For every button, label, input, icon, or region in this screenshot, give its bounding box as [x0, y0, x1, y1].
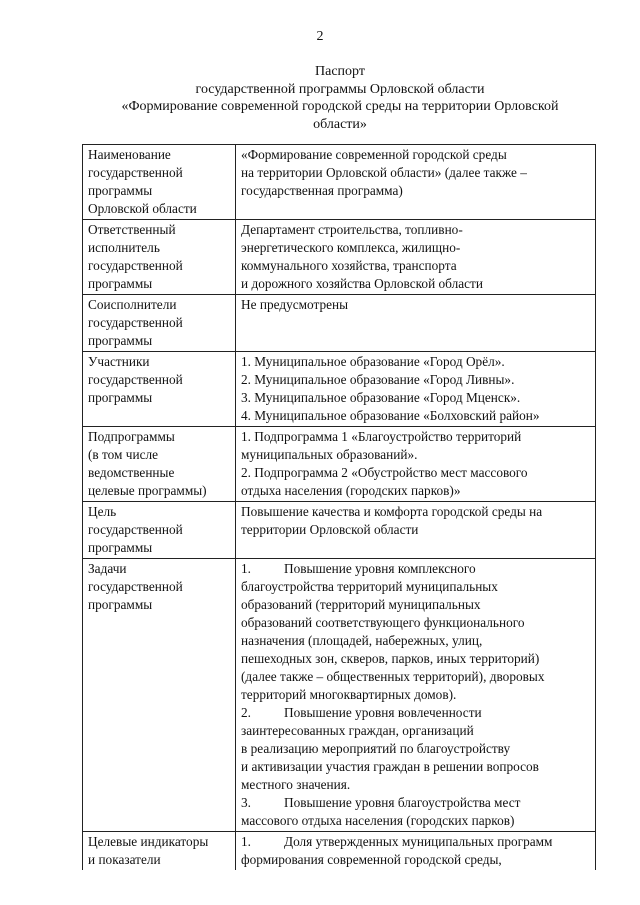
cell-line: государственной: [88, 315, 183, 330]
cell-line: «Формирование современной городской среды: [241, 147, 507, 162]
cell-line: Повышение качества и комфорта городской среды на: [241, 504, 543, 519]
table-row: [83, 502, 596, 559]
cell-line: государственной: [88, 258, 183, 273]
cell-line: 2. Подпрограмма 2 «Обустройство мест массового: [241, 465, 528, 480]
cell-line: программы: [88, 390, 153, 405]
row-value-cell: [236, 427, 596, 502]
cell-line: Орловской области: [88, 201, 197, 216]
passport-table: [82, 144, 596, 870]
row-value-cell: [236, 559, 596, 832]
cell-line: (далее также – общественных территорий), дворовых: [241, 669, 545, 684]
table-row: [83, 220, 596, 295]
cell-line: Не предусмотрены: [241, 297, 349, 312]
cell-line: государственной: [88, 522, 183, 537]
cell-line: Департамент строительства, топливно-: [241, 222, 463, 237]
row-label-cell: [83, 145, 236, 220]
cell-line: массового отдыха населения (городских парков): [241, 813, 515, 828]
cell-line: целевые программы): [88, 483, 207, 498]
task-text: Повышение уровня комплексного: [284, 561, 476, 576]
indicator-number: 1.: [241, 834, 251, 849]
cell-line: программы: [88, 276, 153, 291]
cell-line: муниципальных образований».: [241, 447, 418, 462]
cell-line: Задачи: [88, 561, 127, 576]
cell-line: Подпрограммы: [88, 429, 175, 444]
table-row-indicators: [83, 832, 596, 871]
cell-line: энергетического комплекса, жилищно-: [241, 240, 461, 255]
row-label-cell: [83, 427, 236, 502]
page-number: 2: [316, 29, 324, 44]
cell-line: местного значения.: [241, 777, 351, 792]
task-text: Повышение уровня благоустройства мест: [284, 795, 521, 810]
task-item: [241, 794, 591, 812]
cell-line: коммунального хозяйства, транспорта: [241, 258, 457, 273]
row-value-cell: [236, 145, 596, 220]
cell-line: государственной: [88, 372, 183, 387]
cell-line: ведомственные: [88, 465, 175, 480]
cell-line: Цель: [88, 504, 117, 519]
indicator-item: [241, 833, 591, 851]
cell-line: 4. Муниципальное образование «Болховский район»: [241, 408, 540, 423]
cell-line: заинтересованных граждан, организаций: [241, 723, 474, 738]
cell-line: 1. Подпрограмма 1 «Благоустройство территорий: [241, 429, 522, 444]
document-heading: [60, 63, 620, 133]
row-value-cell: [236, 832, 596, 871]
task-item: [241, 560, 591, 578]
cell-line: на территории Орловской области» (далее также –: [241, 165, 527, 180]
cell-line: исполнитель: [88, 240, 160, 255]
heading-line-4: области»: [313, 116, 367, 132]
cell-line: отдыха населения (городских парков)»: [241, 483, 461, 498]
cell-line: программы: [88, 540, 153, 555]
cell-line: 2. Муниципальное образование «Город Ливны».: [241, 372, 515, 387]
heading-line-1: Паспорт: [315, 64, 365, 79]
heading-line-3: «Формирование современной городской среды на территории Орловской: [121, 99, 559, 114]
table-row: [83, 145, 596, 220]
cell-line: пешеходных зон, скверов, парков, иных территорий): [241, 651, 540, 666]
cell-line: и показатели: [88, 852, 161, 867]
cell-line: Участники: [88, 354, 150, 369]
cell-line: государственной: [88, 579, 183, 594]
heading-line-2: государственной программы Орловской области: [195, 81, 485, 97]
table-row: [83, 352, 596, 427]
row-label-cell: [83, 502, 236, 559]
table-row: [83, 427, 596, 502]
cell-line: 3. Муниципальное образование «Город Мценск».: [241, 390, 521, 405]
task-text: Повышение уровня вовлеченности: [284, 705, 482, 720]
cell-line: Целевые индикаторы: [88, 834, 209, 849]
row-label-cell: [83, 352, 236, 427]
cell-line: программы: [88, 333, 153, 348]
indicator-text: Доля утвержденных муниципальных программ: [284, 834, 553, 849]
row-value-cell: [236, 352, 596, 427]
cell-line: благоустройства территорий муниципальных: [241, 579, 498, 594]
task-item: [241, 704, 591, 722]
table-row: [83, 295, 596, 352]
cell-line: образований соответствующего функционального: [241, 615, 525, 630]
table-row-tasks: [83, 559, 596, 832]
cell-line: назначения (площадей, набережных, улиц,: [241, 633, 483, 648]
cell-line: и активизации участия граждан в решении вопросов: [241, 759, 539, 774]
cell-line: образований (территорий муниципальных: [241, 597, 481, 612]
cell-line: государственной: [88, 165, 183, 180]
row-label-cell: [83, 559, 236, 832]
row-label-cell: [83, 832, 236, 871]
task-number: 2.: [241, 705, 251, 720]
cell-line: Ответственный: [88, 222, 176, 237]
passport-table-body: [83, 145, 596, 871]
cell-line: программы: [88, 183, 153, 198]
cell-line: государственная программа): [241, 183, 403, 198]
cell-line: территорий многоквартирных домов).: [241, 687, 457, 702]
task-number: 3.: [241, 795, 251, 810]
row-value-cell: [236, 220, 596, 295]
cell-line: программы: [88, 597, 153, 612]
cell-line: Соисполнители: [88, 297, 177, 312]
row-value-cell: [236, 295, 596, 352]
task-number: 1.: [241, 561, 251, 576]
row-value-cell: [236, 502, 596, 559]
cell-line: (в том числе: [88, 447, 159, 462]
cell-line: Наименование: [88, 147, 171, 162]
cell-line: территории Орловской области: [241, 522, 419, 537]
cell-line: формирования современной городской среды,: [241, 852, 502, 867]
cell-line: в реализацию мероприятий по благоустройству: [241, 741, 511, 756]
row-label-cell: [83, 295, 236, 352]
row-label-cell: [83, 220, 236, 295]
cell-line: и дорожного хозяйства Орловской области: [241, 276, 483, 291]
cell-line: 1. Муниципальное образование «Город Орёл».: [241, 354, 505, 369]
